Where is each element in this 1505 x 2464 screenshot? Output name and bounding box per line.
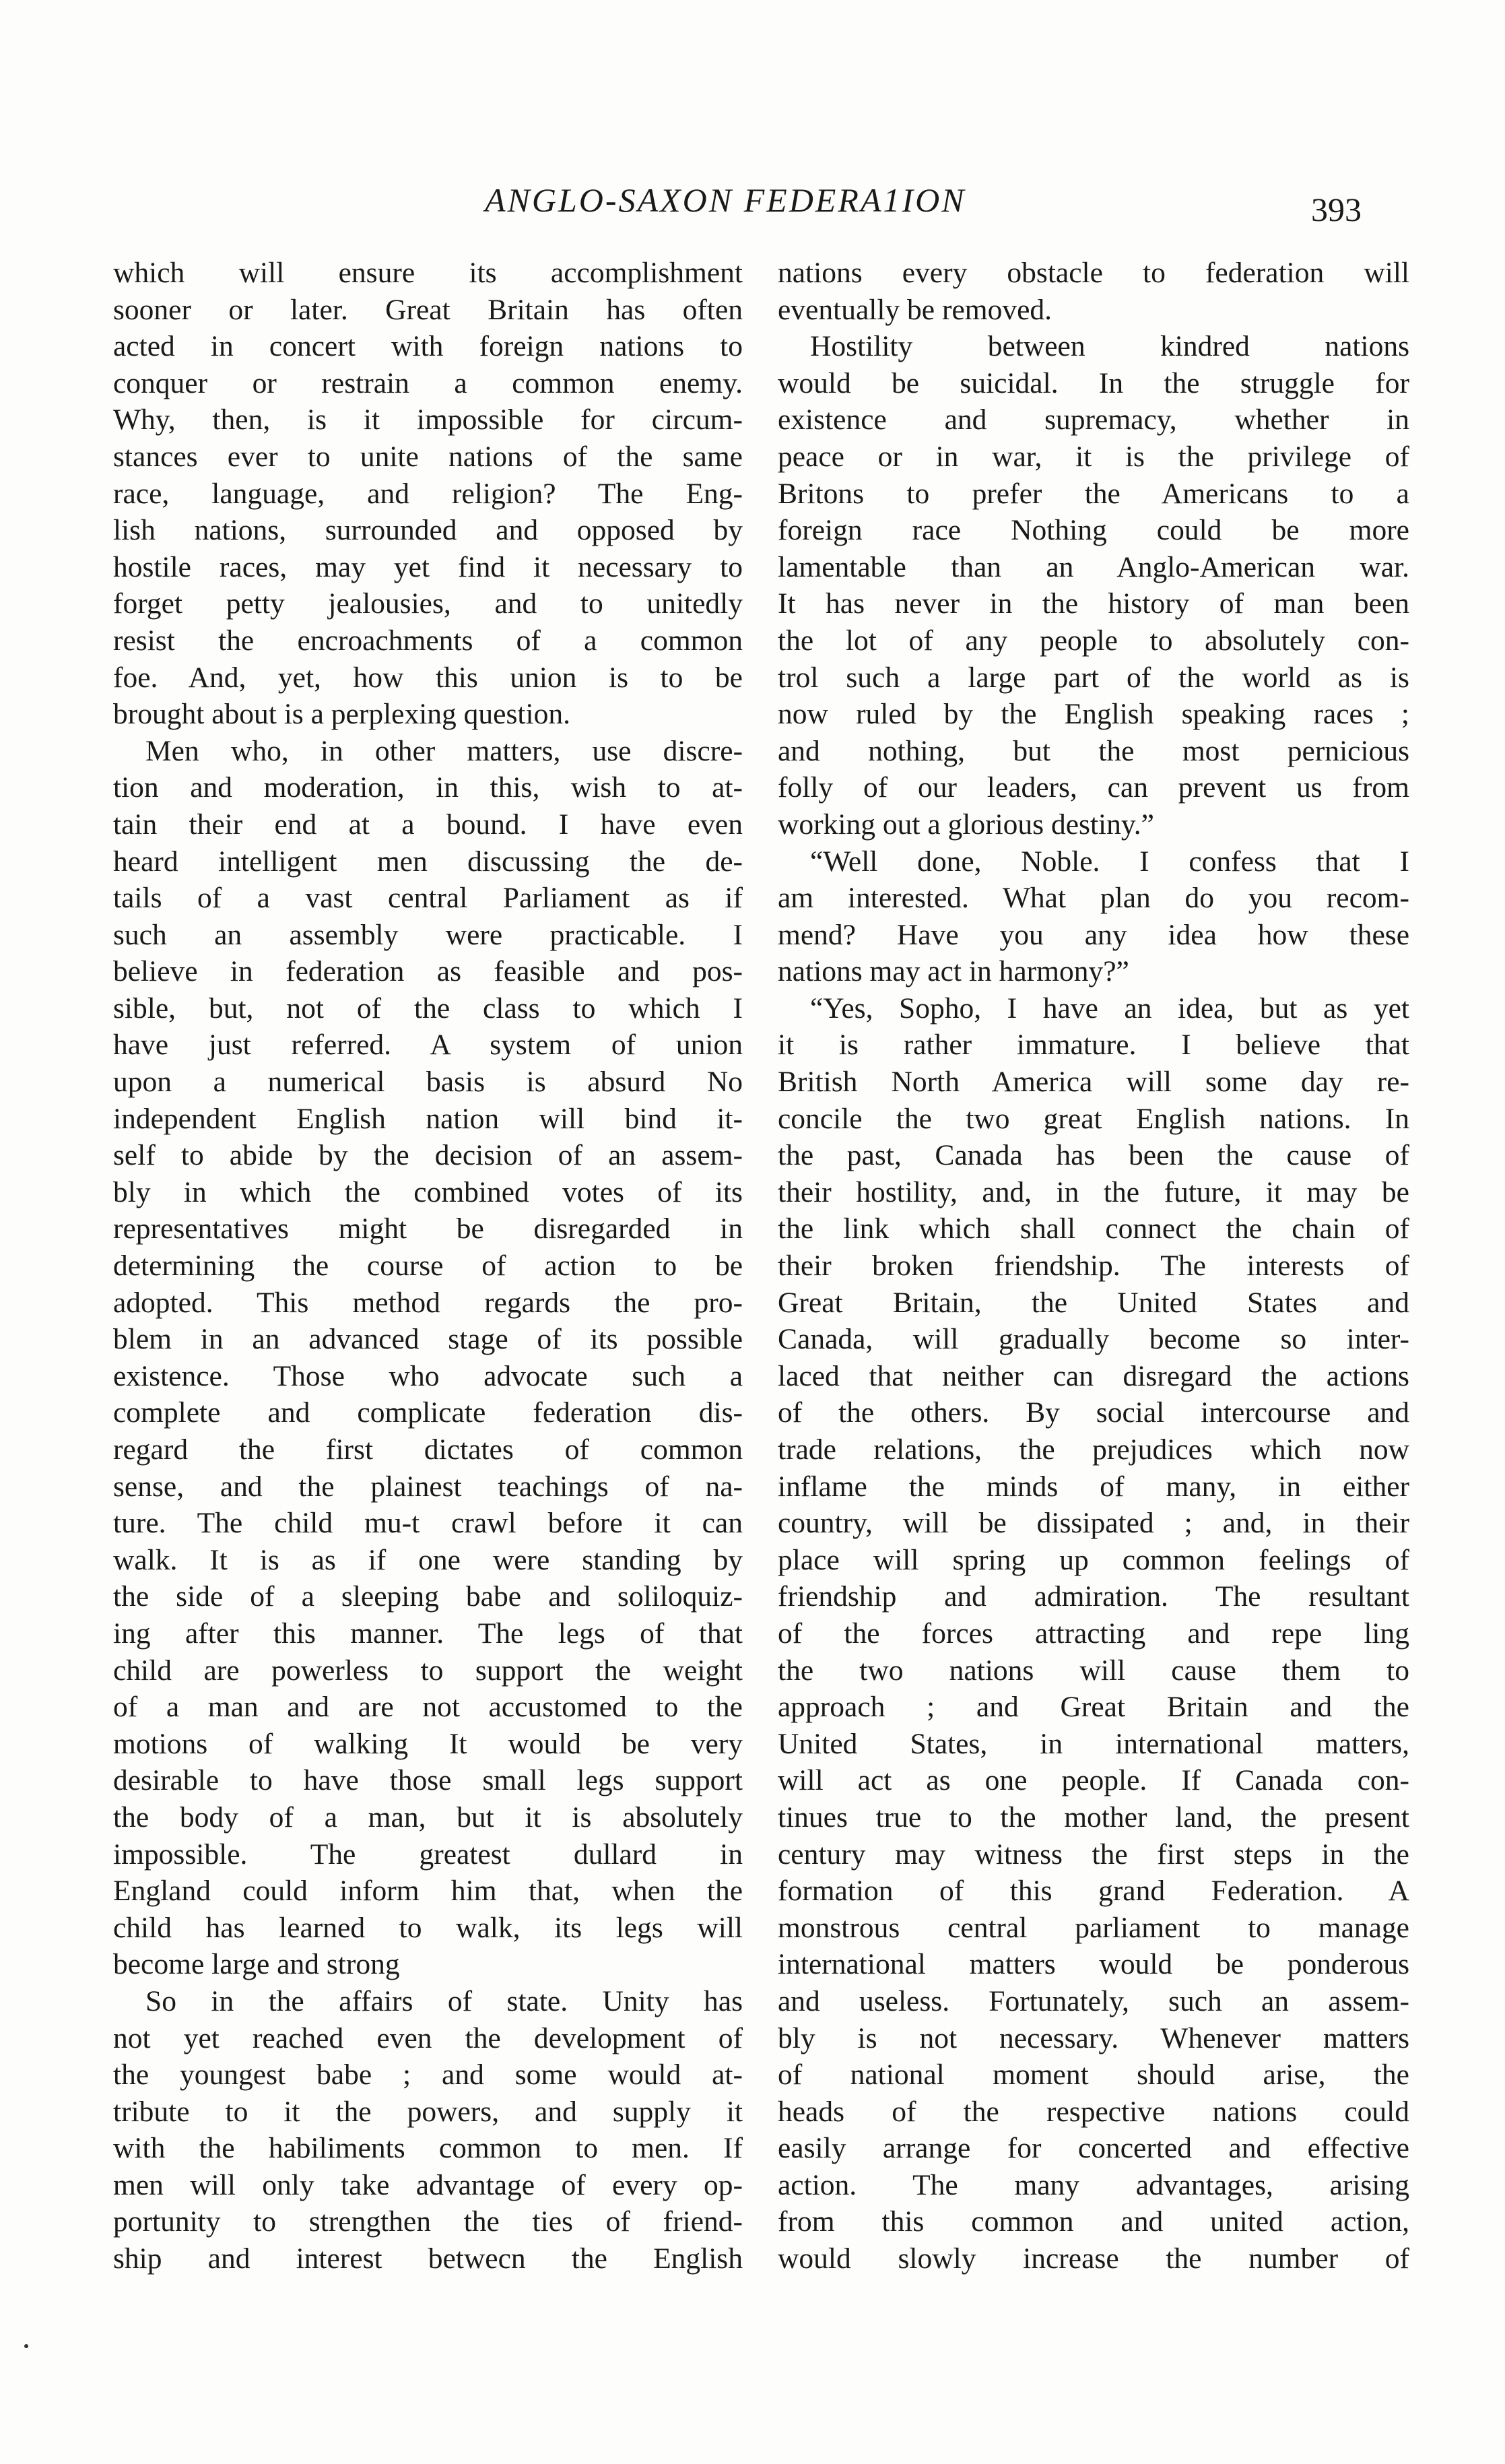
- text-line: Hostility between kindred nations: [810, 330, 1409, 363]
- text-line: Great Britain, the United States and: [778, 1286, 1409, 1319]
- text-line: foreign race Nothing could be more: [778, 514, 1409, 547]
- text-line: peace or in war, it is the privilege of: [778, 440, 1409, 473]
- text-line: working out a glorious destiny.”: [778, 808, 1154, 841]
- text-line: easily arrange for concerted and effective: [778, 2132, 1409, 2165]
- text-line: determining the course of action to be: [113, 1250, 743, 1283]
- page-number: 393: [1311, 191, 1362, 228]
- text-line: of the others. By social intercourse and: [778, 1396, 1409, 1429]
- text-line: nations may act in harmony?”: [778, 955, 1129, 988]
- text-line: upon a numerical basis is absurd No: [113, 1066, 743, 1099]
- text-line: from this common and united action,: [778, 2205, 1409, 2238]
- text-line: bly in which the combined votes of its: [113, 1175, 743, 1208]
- text-line: lish nations, surrounded and opposed by: [113, 514, 743, 547]
- text-line: tain their end at a bound. I have even: [113, 808, 743, 841]
- ink-speck: [24, 2344, 28, 2348]
- text-line: “Well done, Noble. I confess that I: [810, 845, 1409, 878]
- text-line: monstrous central parliament to manage: [778, 1911, 1409, 1944]
- left-column: [113, 255, 743, 2277]
- text-line: resist the encroachments of a common: [113, 624, 743, 657]
- text-line: the past, Canada has been the cause of: [778, 1139, 1409, 1172]
- text-line: century may witness the first steps in the: [778, 1838, 1409, 1871]
- text-line: representatives might be disregarded in: [113, 1212, 743, 1245]
- text-line: United States, in international matters,: [778, 1727, 1409, 1760]
- text-line: Britons to prefer the Americans to a: [778, 477, 1409, 510]
- text-line: child are powerless to support the weight: [113, 1654, 743, 1687]
- text-line: such an assembly were practicable. I: [113, 918, 743, 951]
- text-line: the link which shall connect the chain of: [778, 1212, 1409, 1245]
- text-line: eventually be removed.: [778, 293, 1052, 326]
- text-line: acted in concert with foreign nations to: [113, 330, 743, 363]
- text-line: heads of the respective nations could: [778, 2095, 1409, 2128]
- text-line: men will only take advantage of every op-: [113, 2168, 743, 2201]
- text-line: stances ever to unite nations of the same: [113, 440, 743, 473]
- text-line: regard the first dictates of common: [113, 1433, 743, 1466]
- text-line: place will spring up common feelings of: [778, 1543, 1409, 1576]
- running-title: ANGLO-SAXON FEDERA1ION: [485, 181, 966, 219]
- text-line: now ruled by the English speaking races ;: [778, 698, 1409, 731]
- text-line: international matters would be ponderous: [778, 1948, 1409, 1981]
- text-line: blem in an advanced stage of its possible: [113, 1323, 743, 1356]
- text-line: sense, and the plainest teachings of na-: [113, 1470, 743, 1503]
- text-line: Canada, will gradually become so inter-: [778, 1323, 1409, 1356]
- text-line: am interested. What plan do you recom-: [778, 882, 1409, 915]
- text-line: lamentable than an Anglo-American war.: [778, 550, 1409, 583]
- text-line: laced that neither can disregard the actions: [778, 1359, 1409, 1392]
- text-line: formation of this grand Federation. A: [778, 1875, 1409, 1908]
- text-line: nations every obstacle to federation will: [778, 257, 1409, 289]
- text-line: and useless. Fortunately, such an assem-: [778, 1984, 1409, 2017]
- text-line: the lot of any people to absolutely con-: [778, 624, 1409, 657]
- text-line: existence. Those who advocate such a: [113, 1359, 743, 1392]
- text-line: trade relations, the prejudices which now: [778, 1433, 1409, 1466]
- text-line: Why, then, is it impossible for circum-: [113, 403, 743, 436]
- text-line: the two nations will cause them to: [778, 1654, 1409, 1687]
- text-line: the side of a sleeping babe and soliloquiz-: [113, 1580, 743, 1613]
- text-line: child has learned to walk, its legs will: [113, 1911, 743, 1944]
- text-line: walk. It is as if one were standing by: [113, 1543, 743, 1576]
- text-line: tion and moderation, in this, wish to at-: [113, 771, 743, 804]
- text-line: impossible. The greatest dullard in: [113, 1838, 743, 1871]
- text-line: brought about is a perplexing question.: [113, 698, 570, 731]
- text-line: the youngest babe ; and some would at-: [113, 2058, 743, 2092]
- text-line: their hostility, and, in the future, it may be: [778, 1175, 1409, 1208]
- text-line: conquer or restrain a common enemy.: [113, 366, 743, 399]
- text-line: sooner or later. Great Britain has often: [113, 293, 743, 326]
- text-line: become large and strong: [113, 1948, 400, 1981]
- text-line: action. The many advantages, arising: [778, 2168, 1409, 2201]
- right-column: [778, 255, 1409, 2277]
- text-line: concile the two great English nations. In: [778, 1102, 1409, 1135]
- text-line: of the forces attracting and repe ling: [778, 1617, 1409, 1650]
- text-line: not yet reached even the development of: [113, 2021, 743, 2054]
- text-line: it is rather immature. I believe that: [778, 1029, 1409, 1062]
- text-line: with the habiliments common to men. If: [113, 2132, 743, 2165]
- text-line: adopted. This method regards the pro-: [113, 1286, 743, 1319]
- text-line: friendship and admiration. The resultant: [778, 1580, 1409, 1613]
- text-line: Men who, in other matters, use discre-: [145, 734, 743, 767]
- text-line: “Yes, Sopho, I have an idea, but as yet: [810, 992, 1409, 1025]
- text-line: approach ; and Great Britain and the: [778, 1691, 1409, 1724]
- text-line: tinues true to the mother land, the present: [778, 1801, 1409, 1834]
- text-line: ing after this manner. The legs of that: [113, 1617, 743, 1650]
- text-line: British North America will some day re-: [778, 1066, 1409, 1099]
- text-line: foe. And, yet, how this union is to be: [113, 661, 743, 694]
- text-line: heard intelligent men discussing the de-: [113, 845, 743, 878]
- text-line: inflame the minds of many, in either: [778, 1470, 1409, 1503]
- text-line: So in the affairs of state. Unity has: [145, 1984, 743, 2017]
- text-line: hostile races, may yet find it necessary to: [113, 550, 743, 583]
- text-line: mend? Have you any idea how these: [778, 918, 1409, 951]
- text-line: have just referred. A system of union: [113, 1029, 743, 1062]
- text-line: would slowly increase the number of: [778, 2242, 1409, 2275]
- text-line: believe in federation as feasible and pos-: [113, 955, 743, 988]
- text-line: It has never in the history of man been: [778, 587, 1409, 620]
- text-line: the body of a man, but it is absolutely: [113, 1801, 743, 1834]
- text-line: of a man and are not accustomed to the: [113, 1691, 743, 1724]
- text-line: trol such a large part of the world as is: [778, 661, 1409, 694]
- text-line: will act as one people. If Canada con-: [778, 1764, 1409, 1797]
- text-line: ture. The child mu-t crawl before it can: [113, 1507, 743, 1540]
- text-line: independent English nation will bind it-: [113, 1102, 743, 1135]
- text-line: their broken friendship. The interests of: [778, 1250, 1409, 1283]
- text-line: bly is not necessary. Whenever matters: [778, 2021, 1409, 2054]
- text-line: sible, but, not of the class to which I: [113, 992, 743, 1025]
- text-line: race, language, and religion? The Eng-: [113, 477, 743, 510]
- text-line: complete and complicate federation dis-: [113, 1396, 743, 1429]
- text-line: England could inform him that, when the: [113, 1875, 743, 1908]
- text-line: would be suicidal. In the struggle for: [778, 366, 1409, 399]
- text-line: forget petty jealousies, and to unitedly: [113, 587, 743, 620]
- text-line: ship and interest betwecn the English: [113, 2242, 743, 2275]
- text-line: tails of a vast central Parliament as if: [113, 882, 743, 915]
- text-line: motions of walking It would be very: [113, 1727, 743, 1760]
- text-line: and nothing, but the most pernicious: [778, 734, 1409, 767]
- text-line: country, will be dissipated ; and, in their: [778, 1507, 1409, 1540]
- text-line: of national moment should arise, the: [778, 2058, 1409, 2092]
- text-line: portunity to strengthen the ties of friend-: [113, 2205, 743, 2238]
- text-line: desirable to have those small legs support: [113, 1764, 743, 1797]
- text-line: folly of our leaders, can prevent us from: [778, 771, 1409, 804]
- text-line: tribute to it the powers, and supply it: [113, 2095, 743, 2128]
- text-line: which will ensure its accomplishment: [113, 257, 743, 289]
- text-line: existence and supremacy, whether in: [778, 403, 1409, 436]
- text-line: self to abide by the decision of an assem-: [113, 1139, 743, 1172]
